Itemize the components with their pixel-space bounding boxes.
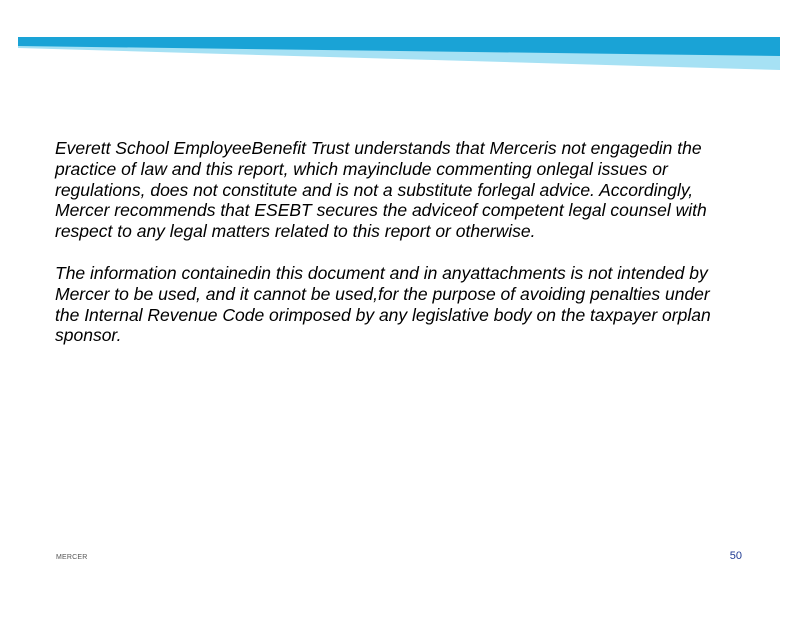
header-band (0, 0, 800, 80)
footer-brand: MERCER (56, 554, 88, 561)
disclaimer-text (55, 138, 735, 367)
disclaimer-paragraph-legal: Everett School EmployeeBenefit Trust understands that Merceris not engagedin the practice of law and this report, which mayinclude commenting onlegal issues or regulations, does not constitute and is not a substitute forlegal advice. Accordingly, Mercer recommends that ESEBT secures the adviceof competent legal counsel with respect to any legal matters related to this report or otherwise. (55, 138, 707, 242)
page-number: 50 (729, 550, 742, 562)
disclaimer-paragraph-tax: The information containedin this document and in anyattachments is not intended by Mercer to be used, and it cannot be used,for the purpose of avoiding penalties under the Internal Revenue Code orimposed by any legislative body on the taxpayer orplan sponsor. (55, 262, 711, 346)
